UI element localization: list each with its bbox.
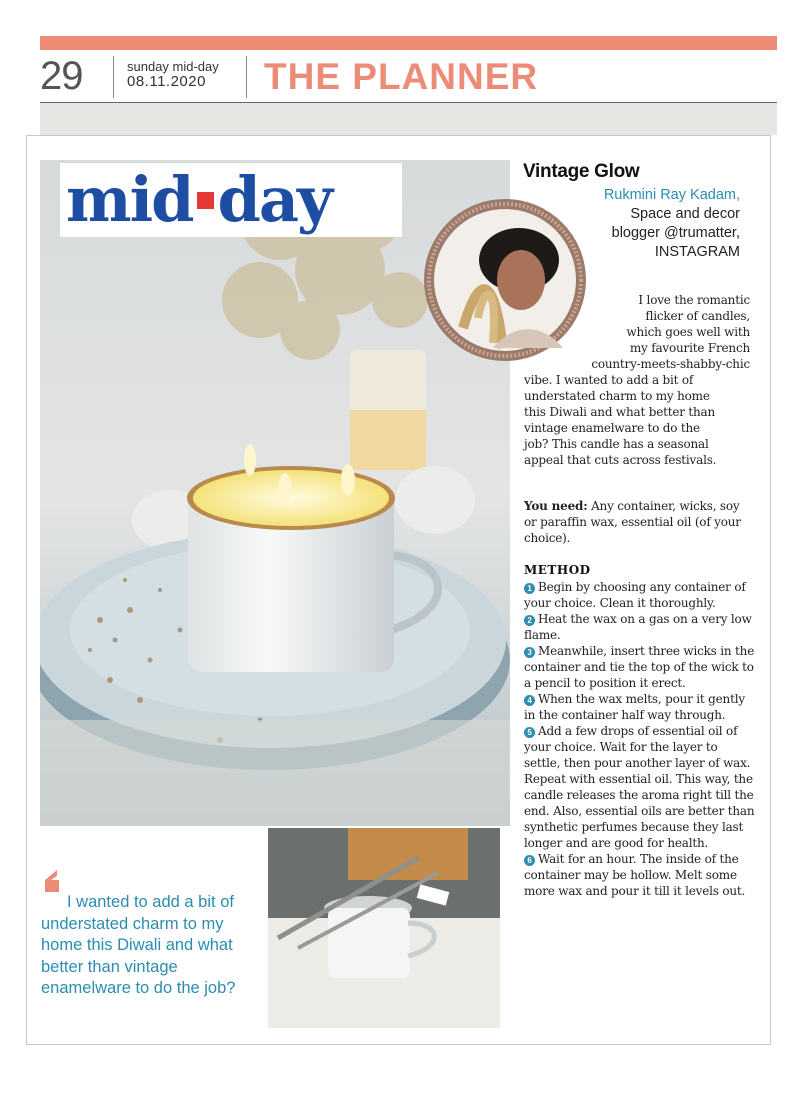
byline-line: Space and decor [630, 206, 740, 222]
inset-photo [266, 826, 502, 1030]
midday-logo [60, 163, 402, 237]
step-number-icon: 3 [524, 647, 535, 658]
you-need-paragraph [524, 498, 750, 546]
step-number-icon: 1 [524, 583, 535, 594]
quote-icon [43, 870, 61, 892]
step-number-icon: 2 [524, 615, 535, 626]
intro-paragraph [524, 292, 750, 468]
intro-line: I love the romantic [638, 293, 750, 307]
method-step: 4 When the wax melts, pour it gently in the container half way through. [524, 692, 745, 722]
you-need-label: You need: [524, 499, 588, 513]
header-strip [40, 103, 777, 135]
publication-name: sunday mid-day [127, 59, 219, 74]
you-need-text: Any container, wicks, soy or paraffin wax, essential oil (of your choice). [524, 499, 741, 545]
intro-line: appeal that cuts across festivals. [524, 453, 717, 467]
step-number-icon: 4 [524, 695, 535, 706]
logo-red-square [197, 192, 214, 209]
method-heading: METHOD [524, 563, 591, 577]
header-divider [113, 56, 114, 98]
intro-line: country-meets-shabby-chic [591, 357, 750, 371]
pull-quote: I wanted to add a bit of understated charm to my home this Diwali and what better than vintage enamelware to do the job? [41, 893, 236, 997]
intro-line: which goes well with [626, 325, 750, 339]
intro-line: understated charm to my home [524, 389, 710, 403]
method-step: 3 Meanwhile, insert three wicks in the container and tie the top of the wick to a pencil to position it erect. [524, 644, 755, 690]
top-accent-bar [40, 36, 777, 50]
page-number: 29 [40, 54, 83, 98]
header-divider [246, 56, 247, 98]
intro-line: vibe. I wanted to add a bit of [524, 373, 694, 387]
byline-line: blogger @trumatter, [611, 225, 740, 241]
method-step: 6 Wait for an hour. The inside of the container may be hollow. Melt some more wax and pour it till it levels out. [524, 852, 746, 898]
step-number-icon: 6 [524, 855, 535, 866]
publication-date: 08.11.2020 [127, 73, 206, 90]
step-number-icon: 5 [524, 727, 535, 738]
intro-line: my favourite French [629, 341, 750, 355]
method-step: 2 Heat the wax on a gas on a very low flame. [524, 612, 752, 642]
method-step: 1 Begin by choosing any container of your choice. Clean it thoroughly. [524, 580, 746, 610]
intro-line: vintage enamelware to do the [524, 421, 700, 435]
method-step: 5 Add a few drops of essential oil of your choice. Wait for the layer to settle, then pour another layer of wax. Repeat with essential oil. This way, the candle releases the aroma right till the end. Also, essential oils are better than synthetic perfumes because they last longer and are good for health. [524, 724, 755, 850]
section-title: THE PLANNER [264, 56, 539, 97]
article-title: Vintage Glow [523, 161, 640, 182]
logo-wordmark: mid day [66, 163, 332, 236]
publication-info [127, 59, 219, 89]
author-name: Rukmini Ray Kadam, [603, 187, 740, 203]
byline [540, 186, 740, 262]
intro-line: job? This candle has a seasonal [524, 437, 709, 451]
byline-line: INSTAGRAM [654, 244, 740, 260]
intro-line: flicker of candles, [645, 309, 750, 323]
intro-line: this Diwali and what better than [524, 405, 716, 419]
method-steps [524, 579, 756, 899]
